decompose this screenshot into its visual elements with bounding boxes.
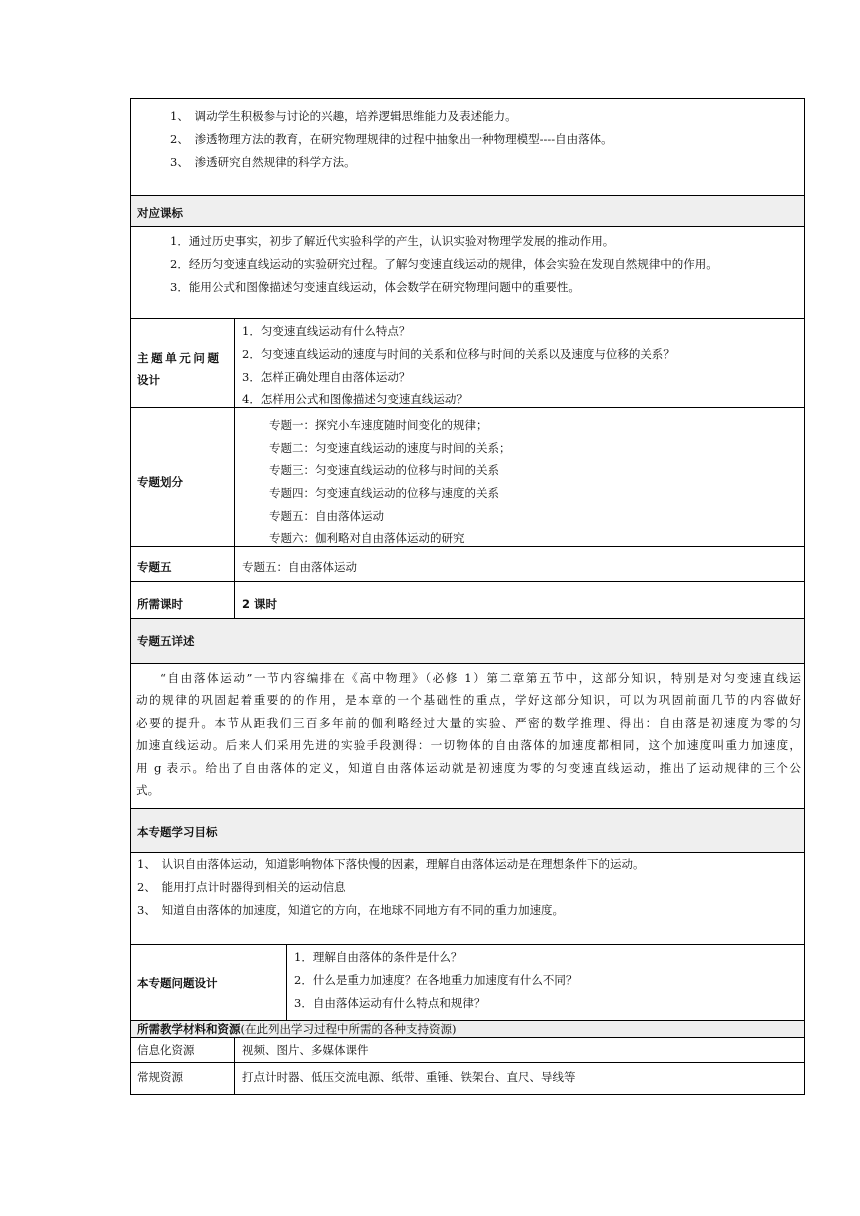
curriculum-heading: 对应课标 (137, 206, 183, 220)
detail-line: 加速直线运动。后来人们采用先进的实验手段测得：一切物体的自由落体的加速度都相同，这个加速度叫重力加速度， (136, 738, 801, 753)
learning-goal-item: 2、 能用打点计时器得到相关的运动信息 (137, 880, 346, 894)
unit-question-item: 1．匀变速直线运动有什么特点？ (242, 324, 411, 338)
learning-goal-item: 1、 认识自由落体运动，知道影响物体下落快慢的因素，理解自由落体运动是在理想条件下的运动。 (137, 857, 645, 871)
unit-questions-label: 设计 (137, 373, 160, 387)
row-divider (131, 546, 804, 547)
row-divider (131, 318, 804, 319)
learning-goal-item: 3、 知道自由落体的加速度，知道它的方向，在地球不同地方有不同的重力加速度。 (137, 903, 565, 917)
row-divider (131, 663, 804, 664)
row-divider (131, 407, 804, 408)
resources-heading (137, 1021, 456, 1037)
learning-goals-heading: 本专题学习目标 (137, 825, 218, 839)
resource-label: 常规资源 (137, 1070, 183, 1084)
unit-question-item: 3．怎样正确处理自由落体运动？ (242, 370, 411, 384)
row-divider (131, 226, 804, 227)
topic-item: 专题六：伽利略对自由落体运动的研究 (269, 531, 465, 545)
detail-header-shade (131, 619, 804, 664)
detail-line: “自由落体运动”一节内容编排在《高中物理》（必修 1）第二章第五节中，这部分知识，特别是对匀变速直线运 (160, 671, 801, 685)
topic-item: 专题一：探究小车速度随时间变化的规律； (269, 418, 488, 432)
goal-item: 1、 调动学生积极参与讨论的兴趣，培养逻辑思维能力及表述能力。 (170, 109, 517, 123)
topic-question-item: 2．什么是重力加速度？在各地重力加速度有什么不同？ (294, 973, 578, 987)
row-divider (131, 944, 804, 945)
resource-value: 视频、图片、多媒体课件 (242, 1043, 369, 1057)
row-divider (131, 1062, 804, 1063)
detail-line: 用 g 表示。给出了自由落体的定义，知道自由落体运动就是初速度为零的匀变速直线运动，推出了运动规律的三个公 (136, 760, 801, 775)
resources-heading-note: (在此列出学习过程中所需的各种支持资源) (240, 1022, 457, 1036)
row-divider (131, 852, 804, 853)
hours-value: 2 课时 (242, 597, 278, 611)
topic-questions-label: 本专题问题设计 (137, 976, 218, 990)
topic5-label: 专题五 (137, 560, 172, 574)
resource-label: 信息化资源 (137, 1043, 195, 1057)
col-divider (234, 1037, 235, 1094)
topic-item: 专题四：匀变速直线运动的位移与速度的关系 (269, 486, 499, 500)
goal-item: 2、 渗透物理方法的教育，在研究物理规律的过程中抽象出一种物理模型----自由落体。 (170, 132, 613, 146)
unit-question-item: 2．匀变速直线运动的速度与时间的关系和位移与时间的关系以及速度与位移的关系？ (242, 347, 675, 361)
topic5-value: 专题五：自由落体运动 (242, 560, 357, 574)
unit-questions-label: 主题单元问题 (137, 351, 222, 365)
curriculum-header-shade (131, 196, 804, 226)
topic-item: 专题三：匀变速直线运动的位移与时间的关系 (269, 463, 499, 477)
row-divider (131, 1037, 804, 1038)
detail-paragraph (136, 667, 801, 801)
row-divider (131, 195, 804, 196)
lesson-plan-table (130, 98, 805, 1095)
curriculum-item: 1．通过历史事实，初步了解近代实验科学的产生，认识实验对物理学发展的推动作用。 (170, 234, 615, 248)
resource-value: 打点计时器、低压交流电源、纸带、重锤、铁架台、直尺、导线等 (242, 1070, 576, 1084)
detail-line: 动的规律的巩固起着重要的的作用，是本章的一个基础性的重点，学好这部分知识，可以为巩固前面几节的内容做好 (136, 693, 801, 708)
row-divider (131, 581, 804, 582)
hours-label: 所需课时 (137, 597, 183, 611)
topic-item: 专题五：自由落体运动 (269, 509, 384, 523)
detail-line: 式。 (136, 782, 160, 797)
topic-question-item: 1．理解自由落体的条件是什么？ (294, 950, 463, 964)
goal-item: 3、 渗透研究自然规律的科学方法。 (170, 155, 356, 169)
topic-question-item: 3．自由落体运动有什么特点和规律？ (294, 996, 486, 1010)
curriculum-item: 2．经历匀变速直线运动的实验研究过程。了解匀变速直线运动的规律，体会实验在发现自然规律中的作用。 (170, 257, 718, 271)
curriculum-item: 3．能用公式和图像描述匀变速直线运动，体会数学在研究物理问题中的重要性。 (170, 280, 580, 294)
detail-heading: 专题五详述 (137, 634, 195, 648)
detail-line: 必要的提升。本节从距我们三百多年前的伽利略经过大量的实验、严密的数学推理、得出：自由落是初速度为零的匀 (136, 715, 801, 730)
row-divider (131, 618, 804, 619)
topic-item: 专题二：匀变速直线运动的速度与时间的关系； (269, 441, 511, 455)
col-divider (286, 945, 287, 1020)
learning-goals-header-shade (131, 809, 804, 852)
row-divider (131, 808, 804, 809)
topics-label: 专题划分 (137, 475, 183, 489)
unit-question-item: 4．怎样用公式和图像描述匀变速直线运动？ (242, 392, 468, 406)
col-divider (234, 319, 235, 618)
resources-heading-bold: 所需教学材料和资源 (137, 1022, 241, 1036)
